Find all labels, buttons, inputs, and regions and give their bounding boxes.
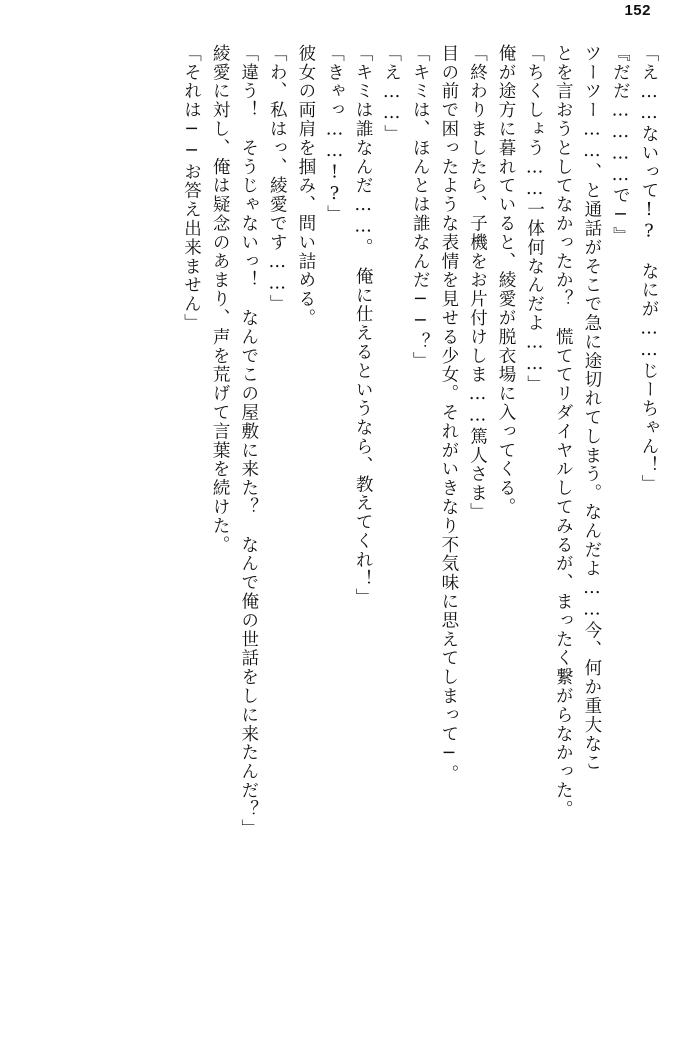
text-line: 彼女の両肩を掴み、問い詰める。	[295, 44, 316, 328]
text-line: 「え……」	[381, 44, 402, 144]
text-line: 『だだ…………で─』	[610, 44, 631, 246]
text-line: 「わ、私はっ、綾愛です……」	[267, 44, 288, 314]
vertical-text-body	[22, 44, 657, 1036]
text-line: 俺が途方に暮れていると、綾愛が脱衣場に入ってくる。	[496, 44, 517, 517]
text-line: 「ちくしょう……一体何なんだよ……」	[524, 44, 545, 395]
page-number: 152	[624, 2, 651, 19]
text-line: 「キミは誰なんだ……。 俺に仕えるというなら、教えてくれ！」	[353, 44, 374, 608]
text-line: 「きゃっ……!?」	[324, 44, 345, 225]
text-line: 「それは──お答え出来ません」	[181, 44, 202, 333]
text-line: 綾愛に対し、俺は疑念のあまり、声を荒げて言葉を続けた。	[210, 44, 231, 555]
text-line: 「え……ないって!? なにが……じーちゃん！」	[639, 44, 659, 494]
text-line: ツーツー……、と通話がそこで急に途切れてしまう。なんだよ……今、何か重大なこ	[581, 44, 602, 773]
text-line: 目の前で困ったような表情を見せる少女。それがいきなり不気味に思えてしまって─。	[438, 44, 459, 784]
text-line: 「終わりましたら、子機をお片付けしま……篤人さま」	[467, 44, 488, 522]
text-line: とを言おうとしてなかったか？ 慌ててリダイヤルしてみるが、まったく繋がらなかった。	[553, 44, 574, 819]
text-line: 「違う！ そうじゃないっ！ なんでこの屋敷に来た？ なんで俺の世話をしに来たんだ？」	[238, 44, 259, 838]
text-line: 「キミは、ほんとは誰なんだ──？」	[410, 44, 431, 371]
